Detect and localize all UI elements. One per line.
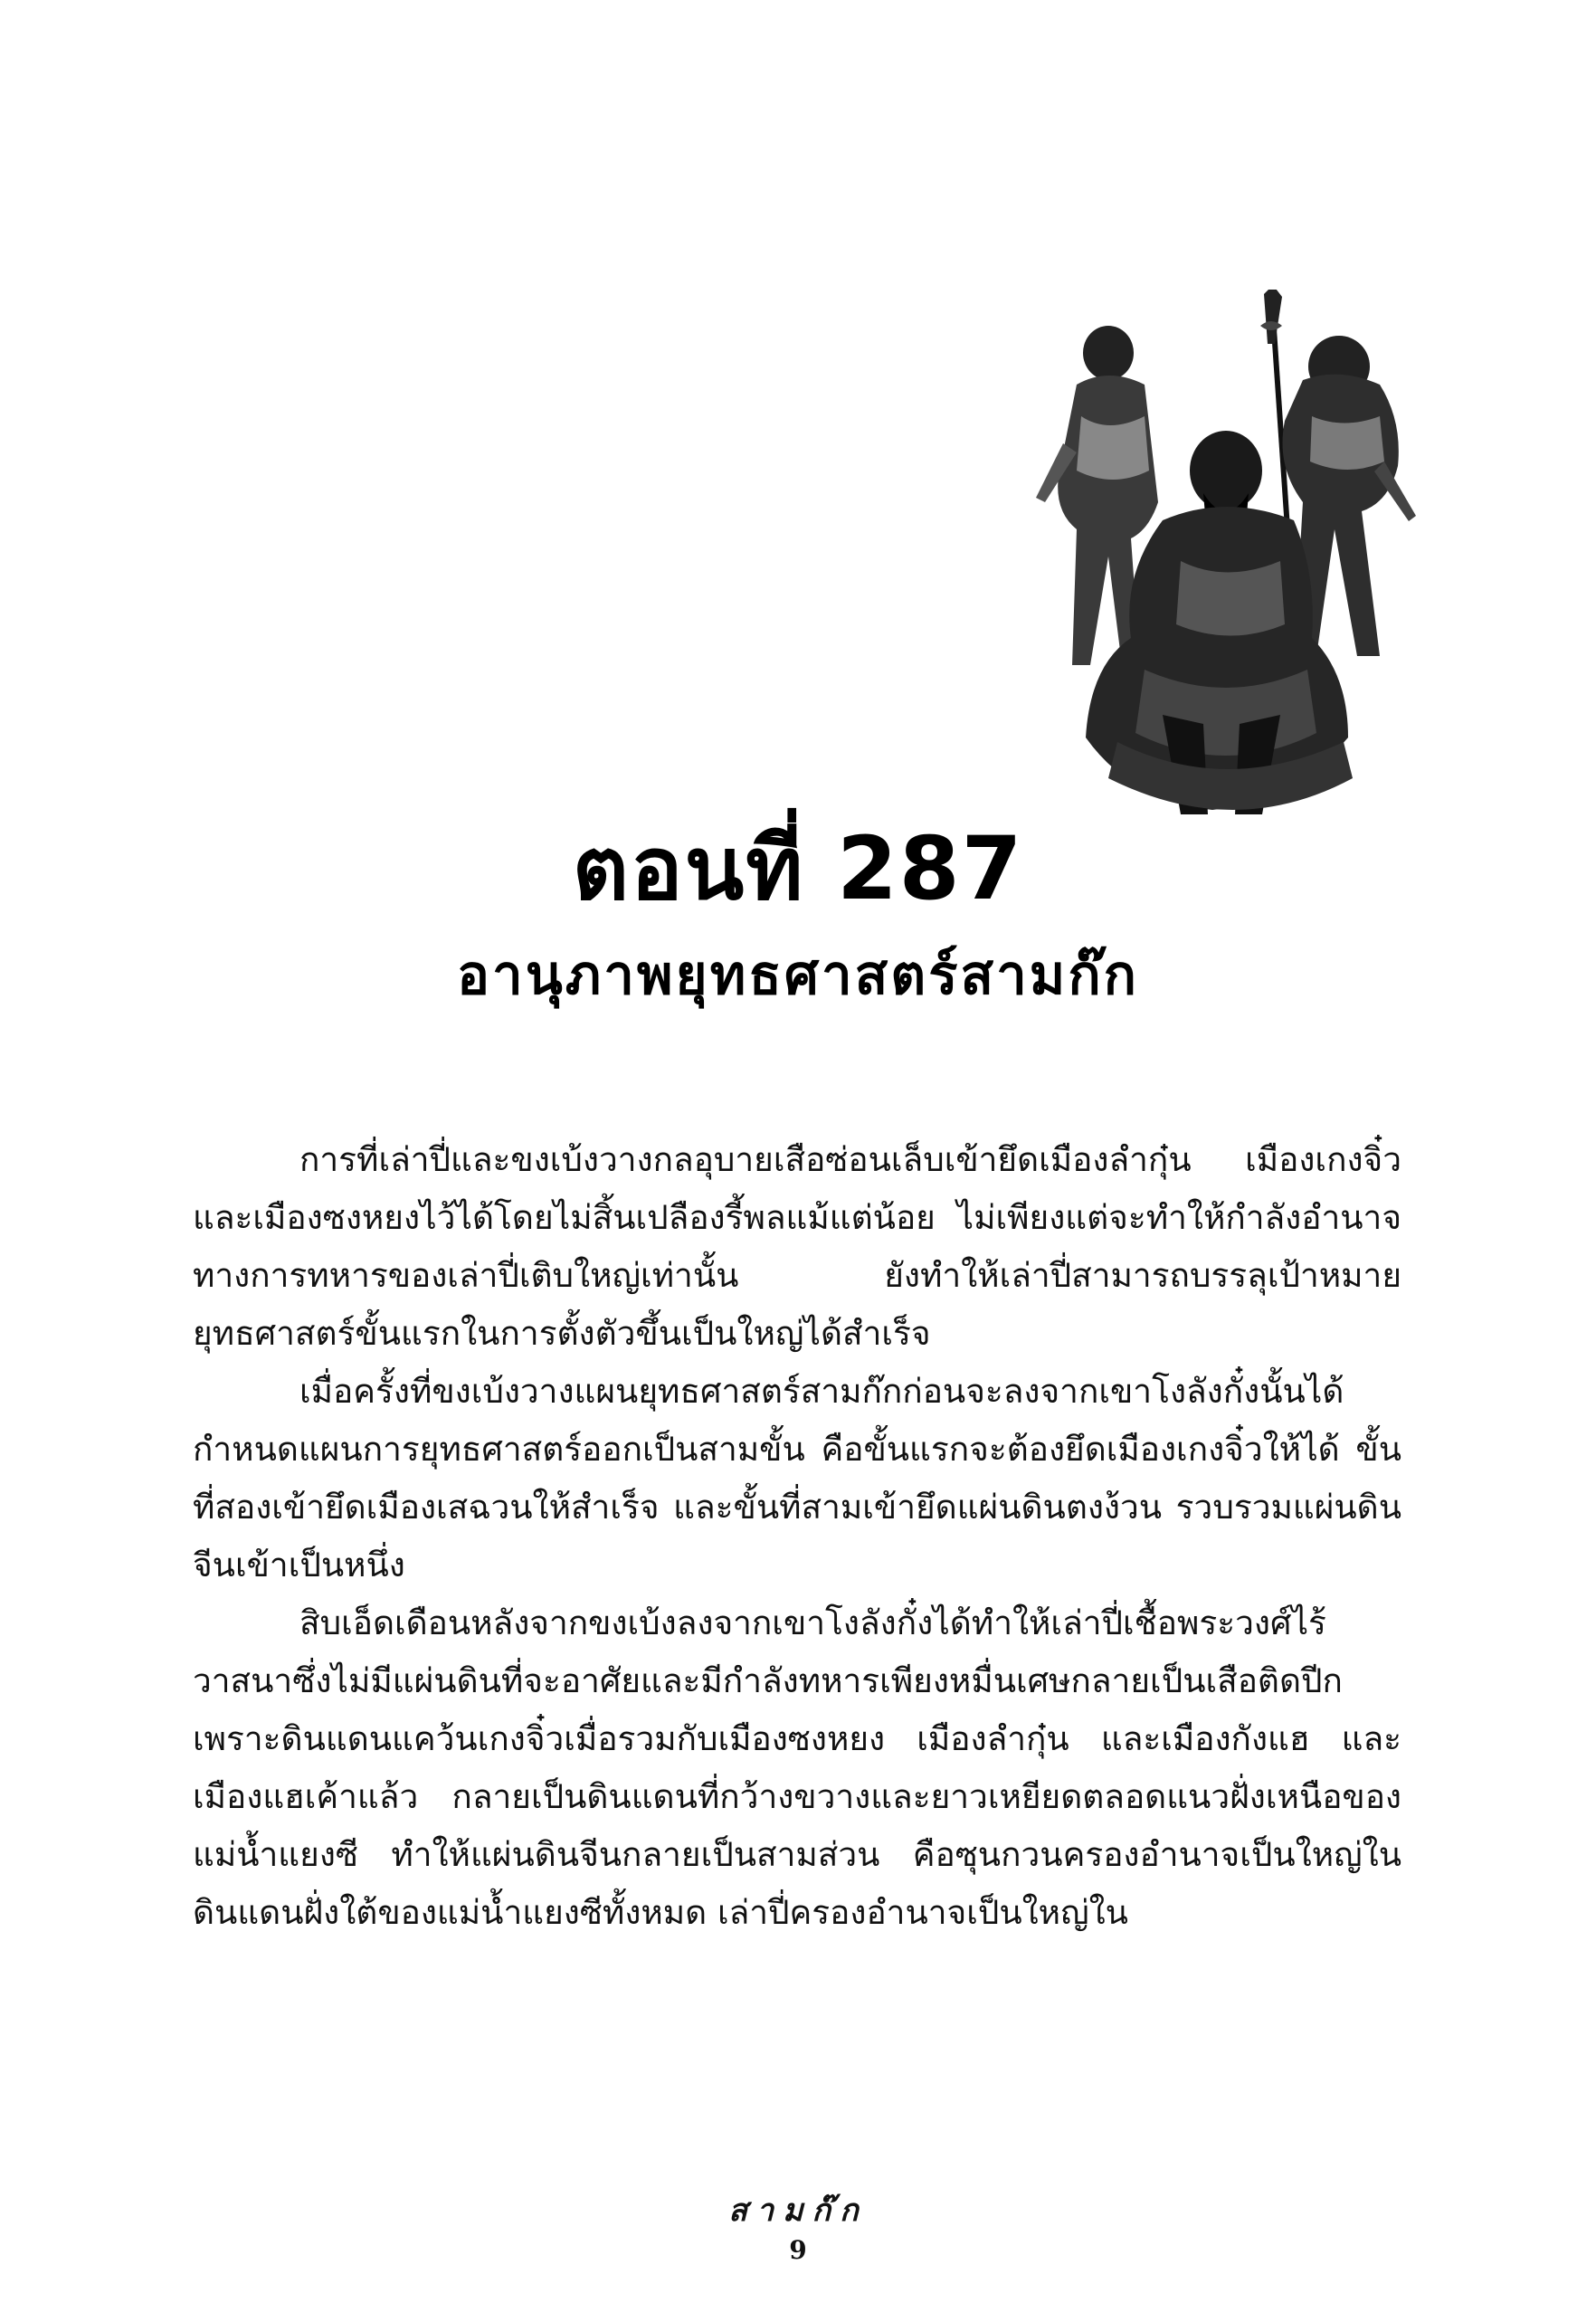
page-number: 9	[789, 2235, 807, 2265]
body-text	[193, 1131, 1401, 1942]
chapter-title: ตอนที่ 287	[572, 818, 1024, 919]
chapter-subtitle: อานุภาพยุทธศาสตร์สามก๊ก	[457, 944, 1139, 1007]
three-warriors-illustration	[1027, 290, 1425, 823]
paragraph: การที่เล่าปี่และขงเบ้งวางกลอุบายเสือซ่อนเล็บเข้ายึดเมืองลำกุ๋น เมืองเกงจิ๋ว และเมืองซงหยงไว้ได้โดยไม่สิ้นเปลืองรี้พลแม้แต่น้อย ไม่เพียงแต่จะทำให้กำลังอำนาจทางการทหารของเล่าปี่เติบใหญ่เท่านั้น ยังทำให้เล่าปี่สามารถบรรลุเป้าหมายยุทธศาสตร์ขั้นแรกในการตั้งตัวขึ้นเป็นใหญ่ได้สำเร็จ	[193, 1140, 1401, 1353]
paragraph: สิบเอ็ดเดือนหลังจากขงเบ้งลงจากเขาโงลังกั๋งได้ทำให้เล่าปี่เชื้อพระวงศ์ไร้วาสนาซึ่งไม่มีแผ่นดินที่จะอาศัยและมีกำลังทหารเพียงหมื่นเศษกลายเป็นเสือติดปีก เพราะดินแดนแคว้นเกงจิ๋วเมื่อรวมกับเมืองซงหยง เมืองลำกุ๋น และเมืองกังแฮ และเมืองแฮเค้าแล้ว กลายเป็นดินแดนที่กว้างขวางและยาวเหยียดตลอดแนวฝั่งเหนือของแม่น้ำแยงซี ทำให้แผ่นดินจีนกลายเป็นสามส่วน คือซุนกวนครองอำนาจเป็นใหญ่ในดินแดนฝั่งใต้ของแม่น้ำแยงซีทั้งหมด เล่าปี่ครองอำนาจเป็นใหญ่ใน	[193, 1603, 1401, 1932]
running-footer-book-title: สามก๊ก	[728, 2193, 868, 2229]
paragraph: เมื่อครั้งที่ขงเบ้งวางแผนยุทธศาสตร์สามก๊กก่อนจะลงจากเขาโงลังกั๋งนั้นได้กำหนดแผนการยุทธศาสตร์ออกเป็นสามขั้น คือขั้นแรกจะต้องยึดเมืองเกงจิ๋วให้ได้ ขั้นที่สองเข้ายึดเมืองเสฉวนให้สำเร็จ และขั้นที่สามเข้ายึดแผ่นดินตงง้วน รวบรวมแผ่นดินจีนเข้าเป็นหนึ่ง	[193, 1372, 1401, 1584]
